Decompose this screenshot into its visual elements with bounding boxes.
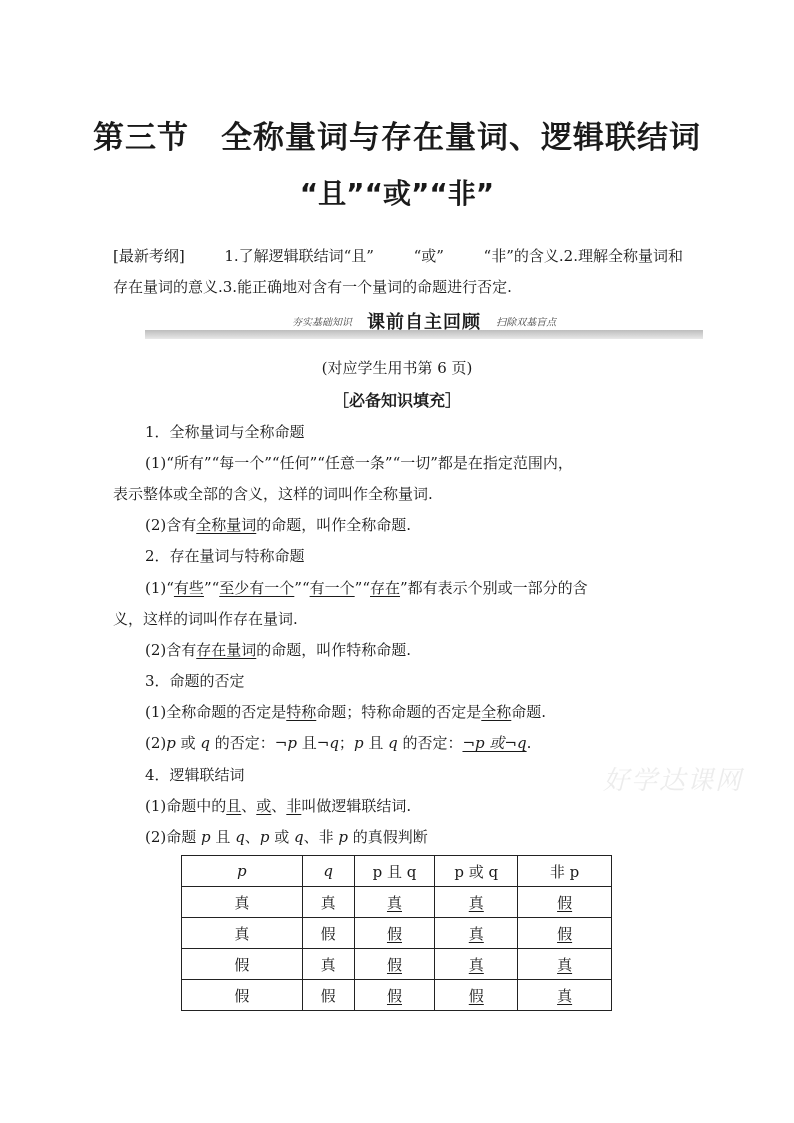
answer-blank: 存在量词 bbox=[196, 641, 257, 659]
text: 且 bbox=[210, 828, 236, 846]
paragraph bbox=[145, 702, 546, 722]
variable-q: q bbox=[235, 828, 245, 846]
text: 的真假判断 bbox=[347, 828, 428, 846]
banner-left-text: 夯实基础知识 bbox=[291, 317, 352, 329]
page-title-line2: “且”“或”“非” bbox=[299, 177, 495, 210]
text: 命题. bbox=[511, 703, 547, 721]
text: 的命题，叫作全称命题. bbox=[256, 516, 412, 534]
heading-universal-quantifier: 1．全称量词与全称命题 bbox=[145, 423, 305, 441]
variable-p: p bbox=[201, 828, 211, 846]
text: 的否定： bbox=[397, 734, 463, 752]
text: (2) bbox=[145, 734, 167, 752]
text: ”“ bbox=[354, 579, 370, 597]
table-header-cell: p 且 q bbox=[354, 856, 435, 887]
answer-blank: 特称 bbox=[286, 703, 317, 721]
text: (1)命题中的 bbox=[145, 797, 227, 815]
syllabus-text: “非”的含义.2.理解全称量词和 bbox=[483, 247, 683, 265]
table-cell: 假 bbox=[182, 980, 303, 1011]
paragraph bbox=[145, 796, 411, 816]
table-header-cell: p 或 q bbox=[435, 856, 518, 887]
table-cell: 真 bbox=[518, 949, 612, 980]
table-cell: 真 bbox=[302, 887, 354, 918]
text: (1)“ bbox=[145, 579, 174, 597]
variable-q: q bbox=[200, 734, 211, 752]
variable-q: q bbox=[388, 734, 398, 752]
answer-blank: 非 bbox=[286, 797, 302, 815]
syllabus-line-1 bbox=[113, 246, 683, 266]
table-cell: 假 bbox=[435, 980, 518, 1011]
paragraph: 义，这样的词叫作存在量词. bbox=[113, 610, 298, 628]
section-heading: ［必备知识填充］ bbox=[332, 391, 461, 410]
text: 、 bbox=[271, 797, 287, 815]
answer-blank: 至少有一个 bbox=[219, 579, 295, 597]
syllabus-text: “或” bbox=[413, 247, 444, 265]
banner-right-text: 扫除双基盲点 bbox=[496, 317, 557, 329]
text: 且¬ bbox=[296, 734, 330, 752]
table-row bbox=[182, 949, 612, 980]
text: ”“ bbox=[294, 579, 310, 597]
watermark: 好学达课网 bbox=[603, 766, 744, 796]
table-header-cell: 非 p bbox=[518, 856, 612, 887]
table-cell: 真 bbox=[302, 949, 354, 980]
truth-table bbox=[181, 855, 612, 1011]
table-cell: 假 bbox=[302, 918, 354, 949]
syllabus-label: [最新考纲] bbox=[113, 247, 185, 265]
text: 、 bbox=[244, 828, 260, 846]
answer-blank: 或 bbox=[256, 797, 272, 815]
heading-existential-quantifier: 2．存在量词与特称命题 bbox=[145, 547, 305, 565]
variable-q: q bbox=[329, 734, 339, 752]
paragraph bbox=[145, 827, 428, 847]
book-reference: (对应学生用书第 6 页) bbox=[321, 359, 473, 377]
text: ”都有表示个别或一部分的含 bbox=[400, 579, 588, 597]
section-banner bbox=[145, 308, 703, 338]
variable-p: p bbox=[338, 828, 348, 846]
text: (1)全称命题的否定是 bbox=[145, 703, 287, 721]
variable-p: p bbox=[259, 828, 270, 846]
table-cell: 真 bbox=[435, 949, 518, 980]
table-cell: 假 bbox=[354, 980, 435, 1011]
variable-p: p bbox=[287, 734, 297, 752]
page-title: 第三节 全称量词与存在量词、逻辑联结词 bbox=[93, 120, 701, 156]
table-cell: 真 bbox=[435, 887, 518, 918]
text: ； bbox=[338, 734, 354, 752]
heading-logical-connectives: 4．逻辑联结词 bbox=[145, 766, 245, 784]
table-cell: 真 bbox=[354, 887, 435, 918]
paragraph bbox=[145, 733, 531, 753]
text: 且 bbox=[363, 734, 389, 752]
answer-blank: 有一个 bbox=[309, 579, 355, 597]
answer-blank: 存在 bbox=[370, 579, 401, 597]
text: 、 bbox=[241, 797, 257, 815]
text: 叫做逻辑联结词. bbox=[301, 797, 412, 815]
heading-negation: 3．命题的否定 bbox=[145, 672, 245, 690]
syllabus-line-2: 存在量词的意义.3.能正确地对含有一个量词的命题进行否定. bbox=[113, 278, 512, 296]
answer-blank: 全称 bbox=[481, 703, 512, 721]
table-cell: 假 bbox=[182, 949, 303, 980]
text: (2)含有 bbox=[145, 516, 197, 534]
table-header-cell: p bbox=[182, 856, 303, 887]
answer-blank: ¬p 或¬q bbox=[462, 734, 527, 752]
text: (2)含有 bbox=[145, 641, 197, 659]
paragraph: (1)“所有”“每一个”“任何”“任意一条”“一切”都是在指定范围内， bbox=[145, 454, 573, 472]
answer-blank: 且 bbox=[226, 797, 242, 815]
paragraph bbox=[145, 640, 411, 660]
text: 或 bbox=[175, 734, 201, 752]
paragraph bbox=[145, 578, 588, 598]
variable-p: p bbox=[166, 734, 176, 752]
table-cell: 真 bbox=[435, 918, 518, 949]
table-cell: 假 bbox=[518, 918, 612, 949]
syllabus-text: 1.了解逻辑联结词“且” bbox=[224, 247, 374, 265]
table-cell: 真 bbox=[182, 887, 303, 918]
text: 的命题，叫作特称命题. bbox=[256, 641, 412, 659]
text: (2)命题 bbox=[145, 828, 202, 846]
table-cell: 假 bbox=[354, 949, 435, 980]
text: 、非 bbox=[303, 828, 339, 846]
variable-q: q bbox=[293, 828, 304, 846]
paragraph bbox=[145, 515, 411, 535]
table-row bbox=[182, 887, 612, 918]
table-row bbox=[182, 980, 612, 1011]
banner-title: 课前自主回顾 bbox=[367, 312, 481, 333]
text: 命题；特称命题的否定是 bbox=[316, 703, 482, 721]
variable-p: p bbox=[353, 734, 364, 752]
text: 或 bbox=[269, 828, 294, 846]
answer-blank: 有些 bbox=[173, 579, 204, 597]
table-cell: 假 bbox=[354, 918, 435, 949]
text: 的否定：¬ bbox=[210, 734, 288, 752]
text: . bbox=[526, 734, 532, 752]
table-cell: 假 bbox=[518, 887, 612, 918]
paragraph: 表示整体或全部的含义，这样的词叫作全称量词. bbox=[113, 485, 433, 503]
table-cell: 真 bbox=[518, 980, 612, 1011]
table-cell: 真 bbox=[182, 918, 303, 949]
answer-blank: 全称量词 bbox=[196, 516, 257, 534]
table-header-cell: q bbox=[302, 856, 354, 887]
table-cell: 假 bbox=[302, 980, 354, 1011]
text: ”“ bbox=[203, 579, 220, 597]
table-header-row bbox=[182, 856, 612, 887]
table-row bbox=[182, 918, 612, 949]
